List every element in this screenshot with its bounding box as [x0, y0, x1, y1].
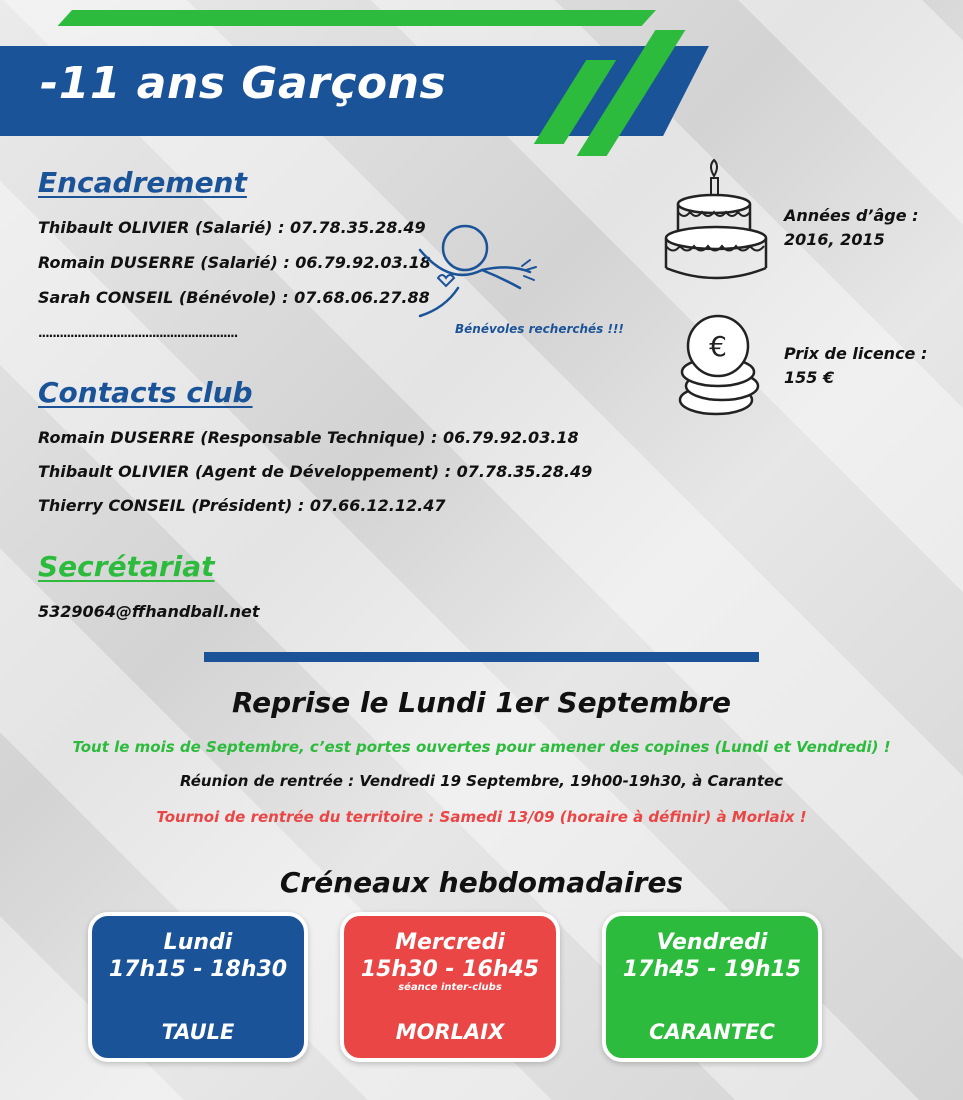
price-value: 155 €: [784, 368, 835, 387]
slot-card-lundi: [88, 912, 308, 1062]
slot-card-mercredi: [340, 912, 560, 1062]
slot-note: [92, 982, 304, 994]
slot-note: [606, 982, 818, 994]
secretariat-email[interactable]: 5329064@ffhandball.net: [38, 602, 260, 621]
encadrement-line: Sarah CONSEIL (Bénévole) : 07.68.06.27.88: [38, 288, 430, 307]
section-divider: [204, 652, 759, 662]
creneaux-title: Créneaux hebdomadaires: [279, 866, 684, 899]
contacts-title: Contacts club: [38, 376, 253, 409]
contact-line: Romain DUSERRE (Responsable Technique) : 06.79.92.03.18: [38, 428, 579, 447]
slot-note: séance inter-clubs: [398, 982, 502, 993]
page-title: -11 ans Garçons: [40, 58, 447, 109]
svg-text:€: €: [709, 330, 727, 363]
tournoi-text: Tournoi de rentrée du territoire : Samedi 13/09 (horaire à définir) à Morlaix !: [156, 808, 807, 826]
slot-place: CARANTEC: [649, 1020, 775, 1044]
portes-ouvertes-text: Tout le mois de Septembre, c’est portes ouvertes pour amener des copines (Lundi et Vendredi) !: [72, 738, 891, 756]
slot-card-vendredi: [602, 912, 822, 1062]
birthday-cake-icon: [664, 158, 779, 293]
encadrement-title: Encadrement: [38, 166, 247, 199]
slot-place: TAULE: [161, 1020, 235, 1044]
secretariat-title: Secrétariat: [38, 550, 215, 583]
age-label: Années d’âge :: [784, 206, 919, 225]
price-label: Prix de licence :: [784, 344, 928, 363]
slot-time: 17h15 - 18h30: [108, 957, 288, 982]
slot-time: 15h30 - 16h45: [360, 957, 540, 982]
slot-day: Lundi: [163, 930, 233, 955]
encadrement-line: Romain DUSERRE (Salarié) : 06.79.92.03.18: [38, 253, 431, 272]
header-green-stripe: [58, 10, 656, 26]
dotted-separator: ........................................................: [38, 326, 238, 340]
slot-day: Vendredi: [656, 930, 768, 955]
euro-coins-icon: [672, 312, 782, 422]
age-value: 2016, 2015: [784, 230, 885, 249]
slot-place: MORLAIX: [395, 1020, 505, 1044]
contact-line: Thierry CONSEIL (Président) : 07.66.12.12.47: [38, 496, 446, 515]
reunion-text: Réunion de rentrée : Vendredi 19 Septembre, 19h00-19h30, à Carantec: [179, 772, 784, 790]
reprise-title: Reprise le Lundi 1er Septembre: [231, 686, 732, 719]
encadrement-line: Thibault OLIVIER (Salarié) : 07.78.35.28.49: [38, 218, 426, 237]
volunteer-figure-icon: [410, 218, 540, 318]
contact-line: Thibault OLIVIER (Agent de Développement) : 07.78.35.28.49: [38, 462, 593, 481]
slot-time: 17h45 - 19h15: [622, 957, 802, 982]
volunteer-caption: Bénévoles recherchés !!!: [455, 322, 624, 336]
slot-day: Mercredi: [395, 930, 505, 955]
